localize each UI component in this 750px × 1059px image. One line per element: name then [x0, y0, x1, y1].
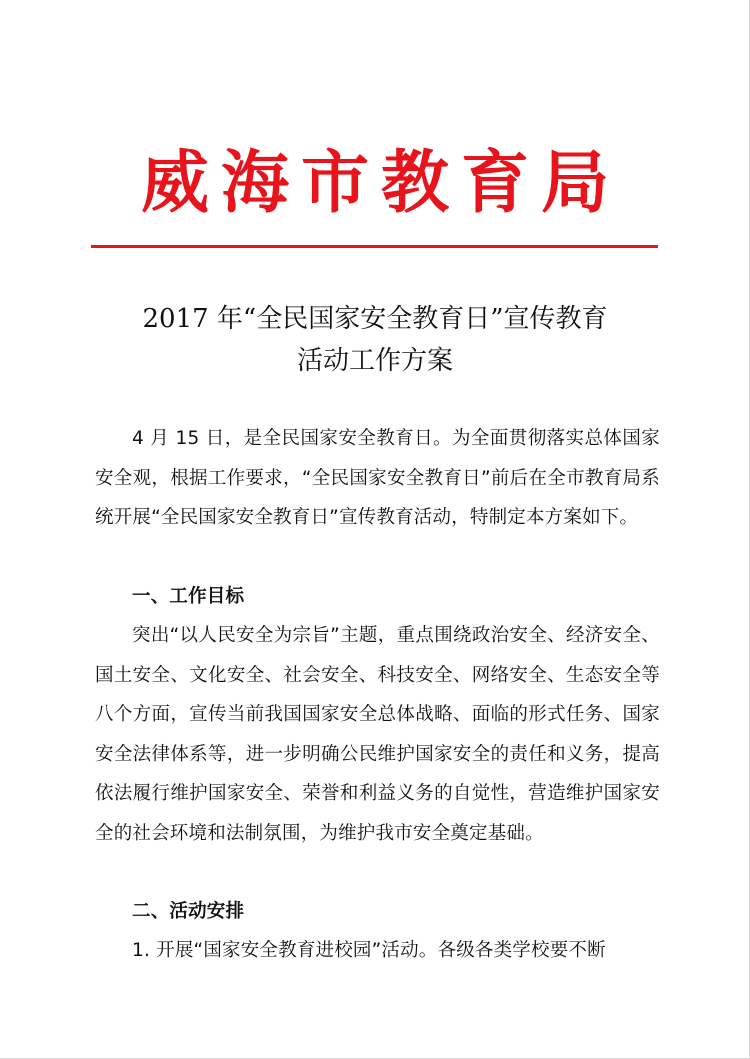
intro-paragraph: 4 月 15 日，是全民国家安全教育日。为全面贯彻落实总体国家安全观，根据工作要求，“全民国家安全教育日”前后在全市教育局系统开展“全民国家安全教育日”宣传教育活动，特制定本方案如下。 — [95, 428, 660, 528]
masthead-red-rule — [91, 245, 658, 248]
section-2-block — [95, 892, 660, 932]
document-title-line-1: 2017 年“全民国家安全教育日”宣传教育 — [142, 304, 608, 334]
masthead-title: 威海市教育局 — [140, 143, 621, 223]
section-1-heading: 一、工作目标 — [132, 586, 245, 607]
document-title-line-2: 活动工作方案 — [296, 346, 453, 376]
section-1-body-block — [95, 616, 660, 853]
section-2-item-1: 1. 开展“国家安全教育进校园”活动。各级各类学校要不断 — [132, 940, 606, 961]
section-1-paragraph: 突出“以人民安全为宗旨”主题，重点围绕政治安全、经济安全、国土安全、文化安全、社会安全、科技安全、网络安全、生态安全等八个方面，宣传当前我国国家安全总体战略、面临的形式任务、国家安全法律体系等，进一步明确公民维护国家安全的责任和义务，提高依法履行维护国家安全、荣誉和利益义务的自觉性，营造维护国家安全的社会环境和法制氛围，为维护我市安全奠定基础。 — [95, 625, 660, 844]
section-1-block — [95, 577, 660, 617]
section-2-heading: 二、活动安排 — [132, 901, 245, 922]
intro-paragraph-block — [95, 419, 660, 538]
section-2-item-1-block — [95, 931, 660, 971]
